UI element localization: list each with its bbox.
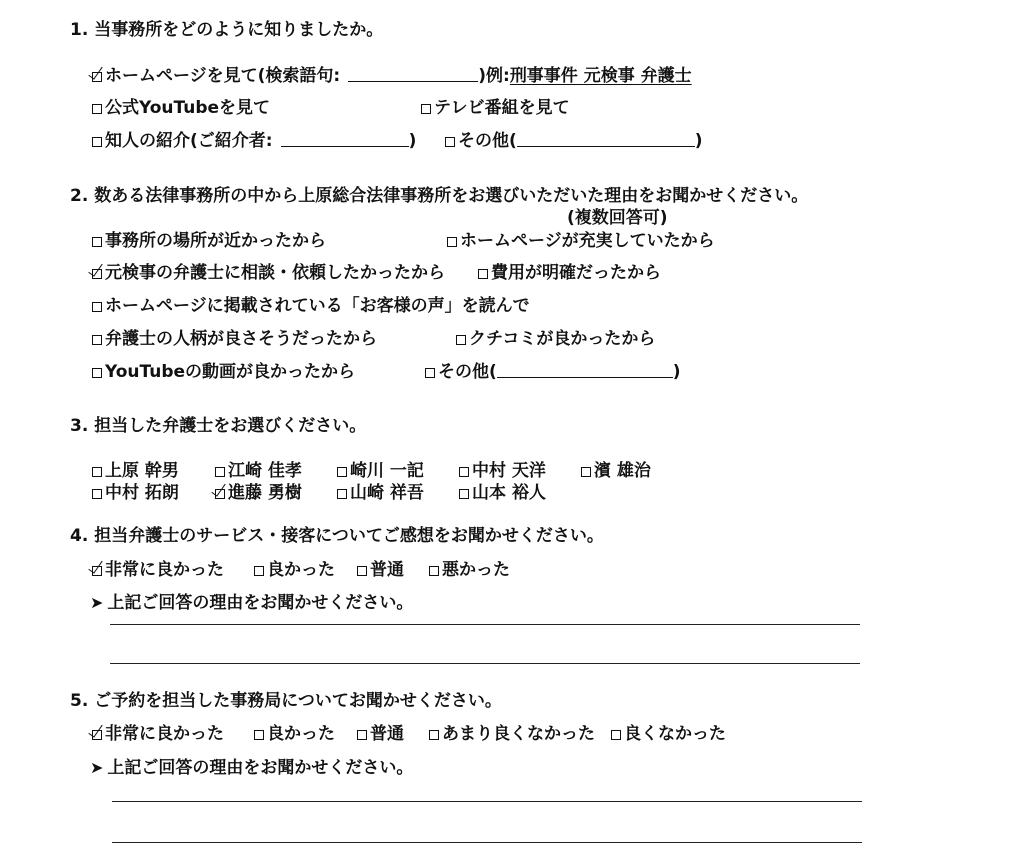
q1-title: 1. 当事務所をどのように知りましたか。 (70, 20, 384, 40)
checkbox[interactable] (357, 730, 367, 740)
q2-note: (複数回答可) (567, 208, 668, 228)
q4-option[interactable] (357, 560, 404, 580)
q5-option-label: 普通 (370, 724, 404, 744)
checkbox[interactable] (459, 467, 469, 477)
checkbox[interactable] (429, 566, 439, 576)
q1-example-text: 刑事事件 元検事 弁護士 (509, 66, 692, 86)
q1-option-youtube[interactable] (92, 98, 270, 118)
lawyer-name: 上原 幹男 (105, 461, 179, 481)
checkbox[interactable] (254, 566, 264, 576)
q4-title: 4. 担当弁護士のサービス・接客についてご感想をお聞かせください。 (70, 526, 604, 546)
lawyer-name: 山本 裕人 (472, 483, 546, 503)
q1-referral-label: 知人の紹介(ご紹介者: (105, 131, 273, 151)
search-term-blank[interactable] (348, 67, 478, 82)
other-blank[interactable] (497, 363, 673, 378)
checkbox[interactable] (92, 467, 102, 477)
q2-option-homepage[interactable] (447, 231, 715, 251)
checkbox[interactable] (92, 104, 102, 114)
q5-option-label: あまり良くなかった (442, 724, 595, 744)
checkbox[interactable] (254, 730, 264, 740)
checkbox[interactable] (478, 269, 488, 279)
arrow-right-icon: ➤ (90, 758, 104, 777)
q5-option-label: 良くなかった (624, 724, 726, 744)
q2-option-personality[interactable] (92, 329, 377, 349)
q2-option-ex-prosecutor[interactable] (92, 263, 445, 283)
q2-other-close: ) (672, 362, 681, 382)
q4-reason-label: 上記ご回答の理由をお聞かせください。 (107, 593, 414, 613)
q2-option-reviews[interactable] (456, 329, 655, 349)
lawyer-option[interactable] (459, 483, 546, 503)
q5-option-label: 良かった (267, 724, 335, 744)
q5-reason-label: 上記ご回答の理由をお聞かせください。 (107, 758, 414, 778)
q5-option[interactable] (611, 724, 726, 744)
checkbox[interactable] (445, 137, 455, 147)
checkbox[interactable] (357, 566, 367, 576)
lawyer-option[interactable] (92, 461, 179, 481)
checkbox-checked[interactable] (92, 730, 102, 740)
checkbox[interactable] (611, 730, 621, 740)
q4-reason-prompt (90, 593, 413, 613)
q5-option[interactable] (357, 724, 404, 744)
q1-referral-close: ) (408, 131, 417, 151)
q4-option-label: 非常に良かった (105, 560, 224, 580)
answer-line[interactable] (110, 624, 860, 625)
lawyer-name: 崎川 一記 (350, 461, 424, 481)
checkbox[interactable] (215, 467, 225, 477)
checkbox[interactable] (92, 237, 102, 247)
q2-option-other[interactable] (425, 362, 681, 382)
q2-title: 2. 数ある法律事務所の中から上原総合法律事務所をお選びいただいた理由をお聞かせください。 (70, 186, 809, 206)
q5-reason-prompt (90, 758, 413, 778)
checkbox[interactable] (92, 335, 102, 345)
checkbox[interactable] (92, 302, 102, 312)
checkbox-checked[interactable] (92, 566, 102, 576)
checkbox[interactable] (92, 368, 102, 378)
q1-other-close: ) (694, 131, 703, 151)
checkbox[interactable] (337, 467, 347, 477)
q2-reviews-label: クチコミが良かったから (469, 329, 656, 349)
referrer-blank[interactable] (281, 132, 409, 147)
checkbox[interactable] (447, 237, 457, 247)
q5-title: 5. ご予約を担当した事務局についてお聞かせください。 (70, 691, 502, 711)
q1-tv-label: テレビ番組を見て (434, 98, 570, 118)
q4-option-label: 普通 (370, 560, 404, 580)
q5-option[interactable] (92, 724, 224, 744)
lawyer-option[interactable] (459, 461, 546, 481)
checkbox[interactable] (429, 730, 439, 740)
q2-option-near[interactable] (92, 231, 326, 251)
lawyer-name: 濱 雄治 (594, 461, 651, 481)
q1-other-label: その他( (458, 131, 517, 151)
checkbox-checked[interactable] (92, 269, 102, 279)
q4-option-label: 良かった (267, 560, 335, 580)
q2-other-label: その他( (438, 362, 497, 382)
q4-option-label: 悪かった (442, 560, 510, 580)
q3-title: 3. 担当した弁護士をお選びください。 (70, 416, 367, 436)
answer-line[interactable] (112, 801, 862, 802)
other-blank[interactable] (517, 132, 695, 147)
lawyer-option[interactable] (581, 461, 651, 481)
q2-option-fees[interactable] (478, 263, 661, 283)
q4-option[interactable] (92, 560, 224, 580)
q2-ex-prosecutor-label: 元検事の弁護士に相談・依頼したかったから (105, 263, 445, 283)
q4-option[interactable] (429, 560, 510, 580)
q2-option-voices[interactable] (92, 296, 530, 316)
lawyer-option[interactable] (92, 483, 179, 503)
lawyer-option[interactable] (337, 461, 424, 481)
arrow-right-icon: ➤ (90, 593, 104, 612)
q1-option-other[interactable] (445, 131, 703, 151)
answer-line[interactable] (110, 663, 860, 664)
q1-option-referral[interactable] (92, 131, 416, 151)
q2-fees-label: 費用が明確だったから (491, 263, 661, 283)
checkbox[interactable] (425, 368, 435, 378)
q1-option-homepage[interactable] (92, 66, 692, 86)
checkbox[interactable] (421, 104, 431, 114)
q1-homepage-close: )例: (478, 66, 510, 86)
checkbox[interactable] (581, 467, 591, 477)
lawyer-name: 中村 天洋 (472, 461, 546, 481)
checkbox-checked[interactable] (92, 72, 102, 82)
q2-youtube-label: YouTubeの動画が良かったから (105, 362, 356, 382)
lawyer-option[interactable] (215, 483, 302, 503)
q2-voices-label: ホームページに掲載されている「お客様の声」を読んで (105, 296, 530, 316)
q1-youtube-label: 公式YouTubeを見て (105, 98, 271, 118)
q2-near-label: 事務所の場所が近かったから (105, 231, 326, 251)
lawyer-name: 山崎 祥吾 (350, 483, 424, 503)
checkbox[interactable] (92, 137, 102, 147)
q4-option[interactable] (254, 560, 335, 580)
lawyer-name: 江崎 佳孝 (228, 461, 302, 481)
checkbox[interactable] (337, 489, 347, 499)
checkbox-checked[interactable] (215, 489, 225, 499)
checkbox[interactable] (92, 489, 102, 499)
q5-option[interactable] (254, 724, 335, 744)
checkbox[interactable] (459, 489, 469, 499)
q5-option[interactable] (429, 724, 595, 744)
answer-line[interactable] (112, 842, 862, 843)
lawyer-option[interactable] (215, 461, 302, 481)
q1-homepage-label: ホームページを見て(検索語句: (105, 66, 341, 86)
lawyer-name: 進藤 勇樹 (228, 483, 302, 503)
lawyer-name: 中村 拓朗 (105, 483, 179, 503)
lawyer-option[interactable] (337, 483, 424, 503)
q2-personality-label: 弁護士の人柄が良さそうだったから (105, 329, 377, 349)
q5-option-label: 非常に良かった (105, 724, 224, 744)
q1-option-tv[interactable] (421, 98, 570, 118)
q2-option-youtube[interactable] (92, 362, 355, 382)
checkbox[interactable] (456, 335, 466, 345)
q2-homepage-label: ホームページが充実していたから (460, 231, 715, 251)
